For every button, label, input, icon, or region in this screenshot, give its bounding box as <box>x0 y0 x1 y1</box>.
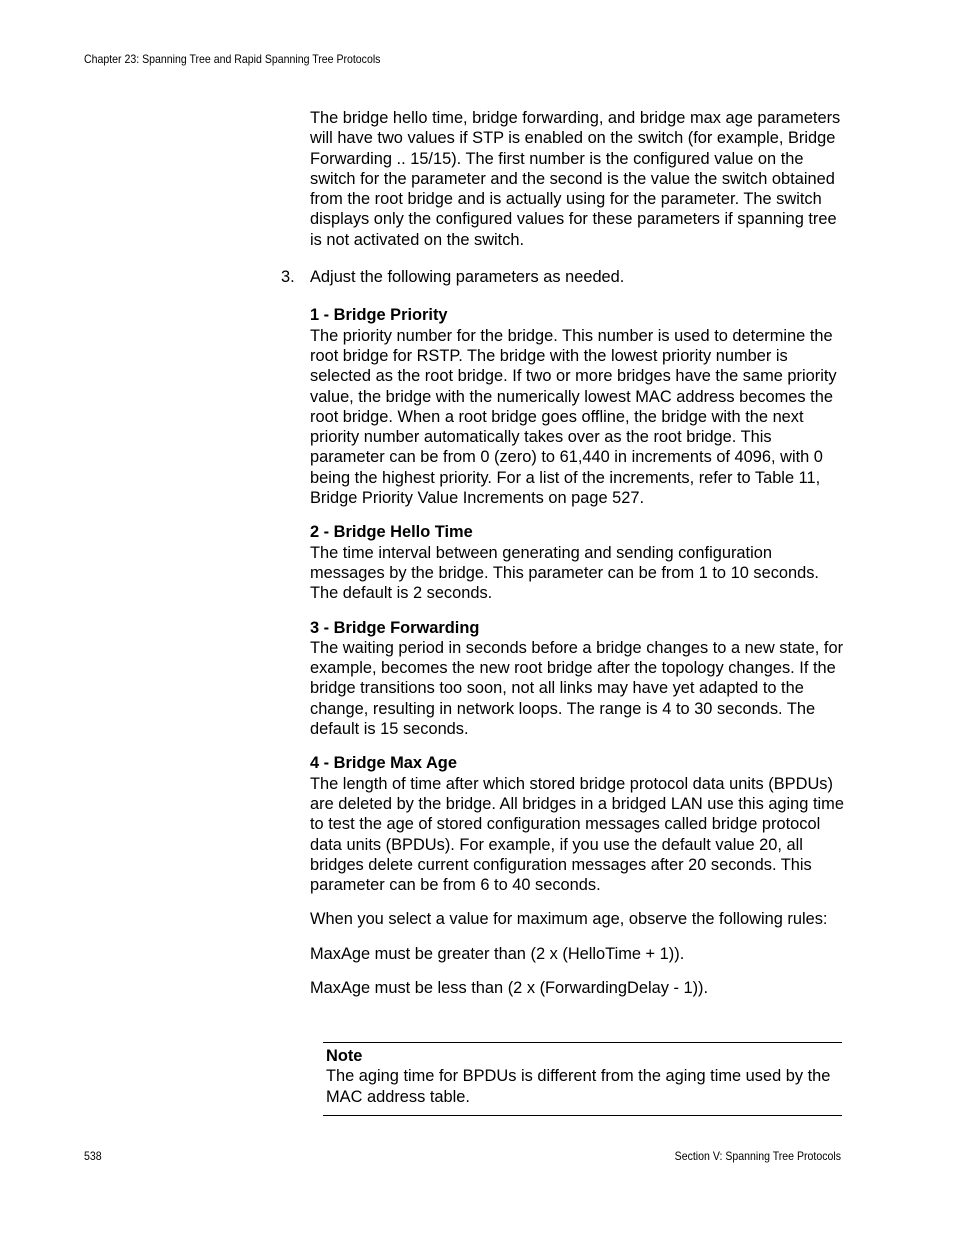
param-description: The waiting period in seconds before a bridge changes to a new state, for example, becomes the new root bridge after the topology changes. If the bridge transitions too soon, not all links may have yet adapted to the change, resulting in network loops. The range is 4 to 30 seconds. The default is 15 seconds. <box>310 638 844 739</box>
param-bridge-max-age <box>310 753 850 895</box>
note-body: The aging time for BPDUs is different from the aging time used by the MAC address table. <box>326 1067 831 1106</box>
param-bridge-forwarding <box>310 618 850 740</box>
param-title: 2 - Bridge Hello Time <box>310 523 473 542</box>
rules-intro: When you select a value for maximum age, observe the following rules: <box>310 910 828 929</box>
step-item <box>281 267 850 287</box>
rule-item: MaxAge must be less than (2 x (ForwardingDelay - 1)). <box>310 978 709 997</box>
param-bridge-priority <box>310 305 850 508</box>
param-description: The length of time after which stored bridge protocol data units (BPDUs) are deleted by the bridge. All bridges in a bridged LAN use this aging time to test the age of stored configuration messages called bridge protocol data units (BPDUs). For example, if you use the default value 20, all bridges delete current configuration messages after 20 seconds. This parameter can be from 6 to 40 seconds. <box>310 774 844 895</box>
param-title: 1 - Bridge Priority <box>310 306 448 325</box>
param-title: 3 - Bridge Forwarding <box>310 618 480 637</box>
intro-paragraph: The bridge hello time, bridge forwarding, and bridge max age parameters will have two values if STP is enabled on the switch (for example, Bridge Forwarding .. 15/15). The first number is the configured value on the switch for the parameter and the second is the value the switch obtained from the root bridge and is actually using for the parameter. The switch displays only the configured values for these parameters if spanning tree is not activated on the switch. <box>310 109 841 249</box>
running-header: Chapter 23: Spanning Tree and Rapid Spanning Tree Protocols <box>84 52 381 66</box>
param-title: 4 - Bridge Max Age <box>310 754 457 773</box>
param-bridge-hello-time <box>310 522 850 603</box>
param-description: The time interval between generating and sending configuration messages by the bridge. This parameter can be from 1 to 10 seconds. The default is 2 seconds. <box>310 543 819 603</box>
step-number: 3. <box>281 268 295 287</box>
page-number: 538 <box>84 1149 102 1163</box>
page-content <box>281 108 850 1012</box>
param-description: The priority number for the bridge. This number is used to determine the root bridge for RSTP. The bridge with the lowest priority number is selected as the root bridge. If two or more bridges have the same priority value, the bridge with the numerically lowest MAC address becomes the root bridge. When a root bridge goes offline, the bridge with the next priority number automatically takes over as the root bridge. This parameter can be from 0 (zero) to 61,440 in increments of 4096, with 0 being the highest priority. For a list of the increments, refer to Table 11, Bridge Priority Value Increments on page 527. <box>310 326 837 508</box>
rule-item: MaxAge must be greater than (2 x (HelloTime + 1)). <box>310 944 685 963</box>
note-box <box>323 1042 842 1116</box>
footer-section-title: Section V: Spanning Tree Protocols <box>674 1149 841 1163</box>
step-text: Adjust the following parameters as needed. <box>310 268 625 287</box>
note-title: Note <box>326 1047 363 1065</box>
